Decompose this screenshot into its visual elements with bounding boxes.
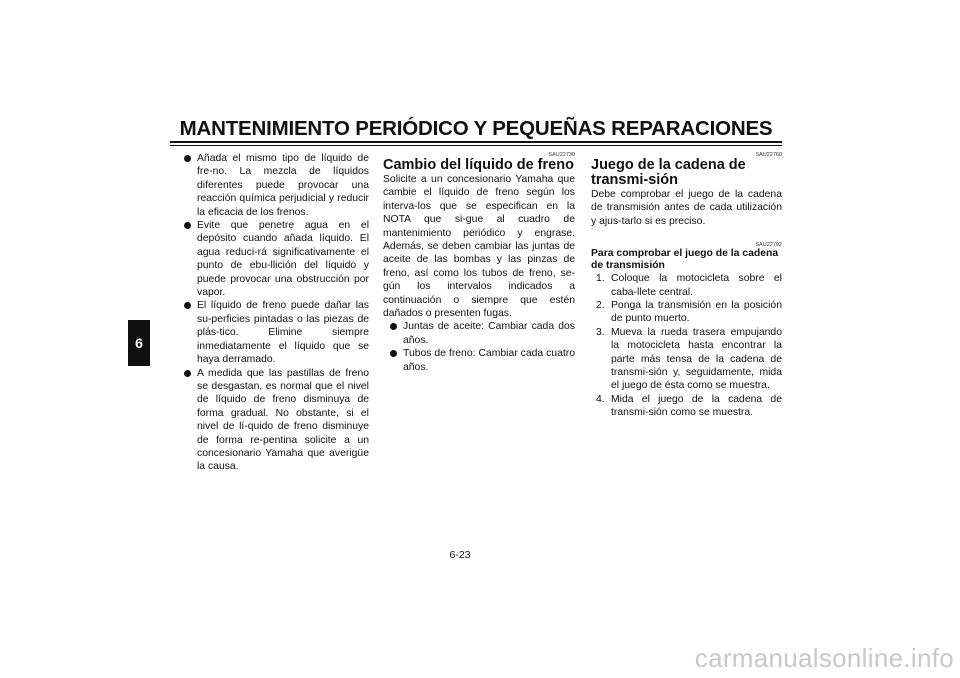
step-number: 3. — [596, 326, 605, 338]
section-title-chain-slack: Juego de la cadena de transmi-sión — [591, 157, 746, 188]
subsection-code: SAU22792 — [755, 242, 782, 249]
step-item — [591, 272, 782, 299]
step-item — [591, 393, 782, 420]
step-text: Mueva la rueda trasera empujando la motocicleta hasta encontrar la parte más tensa de la cadena de transmi-sión y, seguidamente, mida el juego de ésta como se muestra. — [611, 326, 782, 392]
section-code: SAU22760 — [755, 152, 782, 158]
step-text: Coloque la motocicleta sobre el caba-llete central. — [611, 273, 782, 298]
step-number: 4. — [596, 393, 605, 405]
column-2 — [383, 152, 575, 374]
interval-bullet-list — [389, 320, 575, 374]
warning-bullet-list — [183, 152, 369, 474]
bullet-item: Evite que penetre agua en el depósito cuando añada líquido. El agua reduci-rá significativamente el punto de ebu-llición del líquido y puede provocar una obstrucción por vapor. — [183, 219, 369, 299]
bullet-item: A medida que las pastillas de freno se desgastan, es normal que el nivel de líquido de freno disminuya de forma gradual. No obstante, si el nivel de lí-quido de freno disminuye de forma re-pentina solicite a un concesionario Yamaha que averigüe la causa. — [183, 367, 369, 474]
page-header-title: MANTENIMIENTO PERIÓDICO Y PEQUEÑAS REPARACIONES — [179, 117, 773, 140]
column-3 — [591, 152, 782, 420]
header-rule-thick — [170, 141, 782, 143]
steps-list — [591, 272, 782, 419]
section-body: Debe comprobar el juego de la cadena de transmisión antes de cada utilización y ajus-tarlo si es preciso. — [591, 189, 782, 227]
column-1 — [183, 152, 369, 474]
section-body: Solicite a un concesionario Yamaha que cambie el líquido de freno según los interva-los que se especifican en la NOTA que si-gue al cuadro de mantenimiento periódico y engrase. Además, se deben cambiar las juntas de aceite de las bombas y las pinzas de freno, así como los tubos de freno, se-gún los intervalos indicados a continuación o siempre que estén dañados o presenten fugas. — [383, 174, 575, 320]
page-number: 6-23 — [449, 549, 471, 561]
bullet-item: Juntas de aceite: Cambiar cada dos años. — [389, 320, 575, 347]
bullet-item: Tubos de freno: Cambiar cada cuatro años. — [389, 347, 575, 374]
step-item — [591, 326, 782, 393]
step-number: 2. — [596, 300, 605, 312]
subsection-title: Para comprobar el juego de la cadena de transmisión — [591, 248, 779, 272]
step-text: Mida el juego de la cadena de transmi-sión como se muestra. — [611, 393, 782, 419]
section-title-brake-fluid: Cambio del líquido de freno — [383, 157, 574, 173]
section-code: SAU22730 — [548, 152, 575, 158]
bullet-item: El líquido de freno puede dañar las su-perficies pintadas o las piezas de plás-tico. Elimine siempre inmediatamente el líquido que se haya derramado. — [183, 299, 369, 366]
bullet-item: Añada el mismo tipo de líquido de fre-no. La mezcla de líquidos diferentes puede provocar una reacción química perjudicial y reducir la eficacia de los frenos. — [183, 152, 369, 219]
header-rule-thin — [170, 145, 782, 146]
step-text: Ponga la transmisión en la posición de punto muerto. — [611, 300, 782, 325]
chapter-tab: 6 — [128, 320, 150, 366]
step-item — [591, 299, 782, 326]
step-number: 1. — [596, 273, 605, 285]
watermark: carmanualsonline.info — [694, 643, 954, 673]
